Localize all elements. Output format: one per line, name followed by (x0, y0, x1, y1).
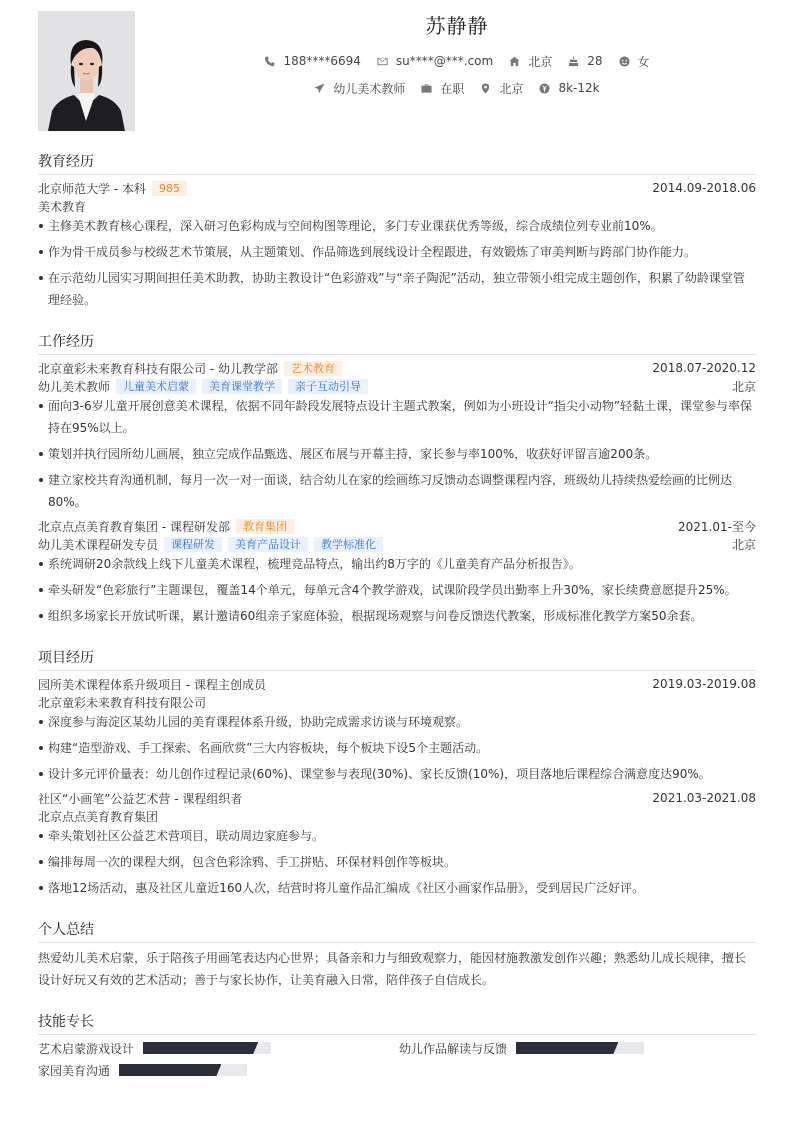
skill-bar (516, 1042, 644, 1054)
salary-text: 8k-12k (558, 81, 600, 95)
job-role: 幼儿美术课程研发专员 (38, 537, 159, 552)
job-city: 北京 (731, 537, 756, 552)
send-icon (314, 83, 325, 94)
status-text: 在职 (440, 81, 465, 96)
skill-bar (143, 1042, 271, 1054)
home-icon (509, 56, 520, 67)
job-company: 北京童彩未来教育科技有限公司 - 幼儿教学部 (38, 361, 278, 376)
job-city: 北京 (731, 379, 756, 394)
project-org: 北京点点美育教育集团 (38, 809, 159, 824)
job-role-line (38, 378, 756, 394)
phone-icon (264, 56, 275, 67)
education-bullet: 主修美术教育核心课程，深入研习色彩构成与空间构图等理论，多门专业课获优秀等级，综合成绩位列专业前10%。 (38, 215, 756, 237)
info-target-city (480, 80, 523, 96)
education-bullet: 在示范幼儿园实习期间担任美术助教，协助主教设计“色彩游戏”与“亲子陶泥”活动，独立带领小组完成主题创作，积累了幼龄课堂管理经验。 (38, 267, 756, 311)
job-bullet: 面向3-6岁儿童开展创意美术课程，依据不同年龄段发展特点设计主题式教案，例如为小班设计“指尖小动物”轻黏土课，课堂参与率保持在95%以上。 (38, 395, 756, 439)
job-date: 2021.01-至今 (678, 519, 756, 534)
school-name: 北京师范大学 - 本科 (38, 181, 146, 196)
gender-icon (619, 56, 630, 67)
target-city-text: 北京 (499, 81, 524, 96)
education-major: 美术教育 (38, 199, 87, 214)
project-date: 2019.03-2019.08 (652, 677, 756, 691)
project-date: 2021.03-2021.08 (652, 791, 756, 805)
age-text: 28 (587, 54, 603, 68)
work-section-title: 工作经历 (38, 331, 756, 355)
location-pin-icon (480, 83, 491, 94)
info-position (314, 80, 405, 96)
education-section-title: 教育经历 (38, 151, 756, 175)
school-tag: 985 (152, 181, 187, 196)
project-bullet: 深度参与海淀区某幼儿园的美育课程体系升级，协助完成需求访谈与环境观察。 (38, 711, 756, 733)
salary-icon (539, 83, 550, 94)
job-bullet: 系统调研20余款线上线下儿童美术课程，梳理竞品特点，输出约8万字的《儿童美育产品分析报告》。 (38, 553, 756, 575)
skill-name: 幼儿作品解读与反馈 (399, 1041, 508, 1056)
job-intent-row (160, 80, 754, 96)
job-role-line (38, 536, 756, 552)
email-text: su****@***.com (395, 54, 494, 68)
project-bullet: 编排每周一次的课程大纲，包含色彩涂鸦、手工拼贴、环保材料创作等板块。 (38, 851, 756, 873)
job-company: 北京点点美育教育集团 - 课程研发部 (38, 519, 230, 534)
skill-bar-fill (516, 1042, 618, 1054)
gender-text: 女 (637, 54, 650, 69)
job-skill-tag: 美育课堂教学 (202, 379, 282, 394)
info-age (568, 53, 602, 69)
project-bullet: 构建“造型游戏、手工探索、名画欣赏”三大内容板块，每个板块下设5个主题活动。 (38, 737, 756, 759)
project-org-line (38, 808, 756, 824)
job-bullet: 组织多场家长开放试听课，累计邀请60组亲子家庭体验，根据现场观察与问卷反馈迭代教案，形成标准化教学方案50余套。 (38, 605, 756, 627)
job-role: 幼儿美术教师 (38, 379, 111, 394)
job-skill-tag: 美育产品设计 (228, 537, 308, 552)
project-name-line (38, 676, 756, 692)
briefcase-icon (421, 83, 432, 94)
education-bullet: 作为骨干成员参与校级艺术节策展，从主题策划、作品筛选到展线设计全程跟进，有效锻炼了审美判断与跨部门协作能力。 (38, 241, 756, 263)
info-status (421, 80, 464, 96)
education-school-line (38, 180, 756, 196)
skill-item (38, 1041, 271, 1055)
job-date: 2018.07-2020.12 (652, 361, 756, 375)
position-text: 幼儿美术教师 (333, 81, 406, 96)
project-bullet: 牵头策划社区公益艺术营项目，联动周边家庭参与。 (38, 825, 756, 847)
job-skill-tag: 亲子互动引导 (288, 379, 368, 394)
job-bullet: 牵头研发“色彩旅行”主题课包，覆盖14个单元，每单元含4个教学游戏，试课阶段学员出勤率上升30%，家长续费意愿提升25%。 (38, 579, 756, 601)
project-org-line (38, 694, 756, 710)
skill-name: 家园美育沟通 (38, 1063, 111, 1078)
info-email (377, 53, 493, 69)
skill-item (38, 1063, 247, 1077)
phone-text: 188****6694 (283, 54, 361, 68)
job-industry-tag: 教育集团 (236, 519, 294, 534)
candidate-name: 苏静静 (425, 14, 489, 38)
job-skill-tag: 教学标准化 (314, 537, 383, 552)
education-major-line (38, 198, 756, 214)
job-company-line (38, 518, 756, 534)
project-org: 北京童彩未来教育科技有限公司 (38, 695, 207, 710)
job-skill-tag: 课程研发 (164, 537, 222, 552)
skills-section-title: 技能专长 (38, 1011, 756, 1035)
job-bullet: 策划并执行园所幼儿画展，独立完成作品甄选、展区布展与开幕主持，家长参与率100%，收获好评留言逾200条。 (38, 443, 756, 465)
info-salary (539, 80, 599, 96)
project-name: 园所美术课程体系升级项目 - 课程主创成员 (38, 677, 266, 692)
summary-section-title: 个人总结 (38, 919, 756, 943)
project-name: 社区“小画笔”公益艺术营 - 课程组织者 (38, 791, 243, 806)
job-industry-tag: 艺术教育 (284, 361, 342, 376)
mail-icon (377, 56, 388, 67)
skill-name: 艺术启蒙游戏设计 (38, 1041, 135, 1056)
info-gender (619, 53, 650, 69)
info-home (509, 53, 552, 69)
education-date: 2014.09-2018.06 (652, 181, 756, 195)
contact-info-row (160, 53, 754, 69)
projects-section-title: 项目经历 (38, 647, 756, 671)
home-city-text: 北京 (528, 54, 553, 69)
skill-bar-fill (143, 1042, 258, 1054)
skill-item (399, 1041, 644, 1055)
skill-bar-fill (119, 1064, 221, 1076)
job-company-line (38, 360, 756, 376)
project-name-line (38, 790, 756, 806)
info-phone (264, 53, 360, 69)
skill-bar (119, 1064, 247, 1076)
summary-text: 热爱幼儿美术启蒙，乐于陪孩子用画笔表达内心世界；具备亲和力与细致观察力，能因材施教激发创作兴趣；熟悉幼儿成长规律，擅长设计好玩又有效的艺术活动；善于与家长协作，让美育融入日常，陪伴孩子自信成长。 (38, 951, 747, 987)
profile-photo (38, 11, 135, 131)
job-skill-tag: 儿童美术启蒙 (116, 379, 196, 394)
project-bullet: 落地12场活动，惠及社区儿童近160人次，结营时将儿童作品汇编成《社区小画家作品册》，受到居民广泛好评。 (38, 877, 756, 899)
cake-icon (568, 56, 579, 67)
job-bullet: 建立家校共育沟通机制，每月一次一对一面谈，结合幼儿在家的绘画练习反馈动态调整课程内容，班级幼儿持续热爱绘画的比例达80%。 (38, 469, 756, 513)
project-bullet: 设计多元评价量表：幼儿创作过程记录(60%)、课堂参与表现(30%)、家长反馈(10%)，项目落地后课程综合满意度达90%。 (38, 763, 756, 785)
